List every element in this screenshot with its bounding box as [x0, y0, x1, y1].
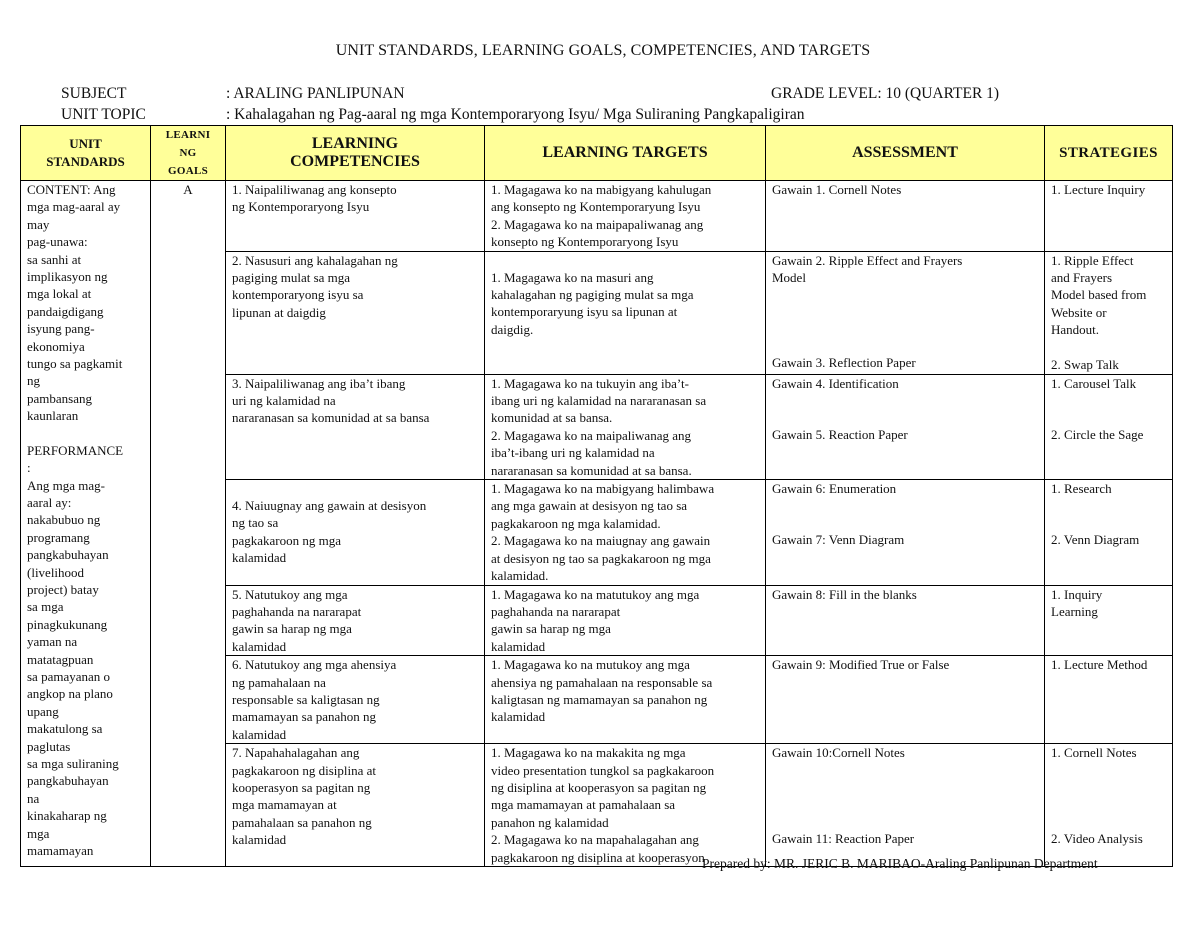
learning-target-cell: 1. Magagawa ko na tukuyin ang iba’t- ibang uri ng kalamidad na nararanasan sa komunidad at sa bansa. 2. Magagawa ko na maipaliwanag ang iba’t-ibang uri ng kalamidad na nararanasan sa komunidad at sa bansa. [485, 374, 766, 479]
prepared-by: Prepared by: MR. JERIC B. MARIBAO-Araling Panlipunan Department [702, 856, 1098, 871]
assessment-cell: Gawain 6: Enumeration Gawain 7: Venn Diagram [766, 480, 1045, 585]
learning-goal-cell: A [151, 181, 226, 867]
subject-label: SUBJECT [61, 85, 127, 102]
unit-standards-cell [21, 181, 151, 867]
competency-cell: 1. Naipaliliwanag ang konsepto ng Kontemporaryong Isyu [226, 181, 485, 252]
header-unit-standards: UNIT STANDARDS [21, 126, 151, 181]
learning-target-cell: 1. Magagawa ko na mutukoy ang mga ahensiya ng pamahalaan na responsable sa kaligtasan ng mamamayan sa panahon ng kalamidad [485, 656, 766, 744]
header-assessment: ASSESSMENT [766, 126, 1045, 181]
assessment-cell: Gawain 8: Fill in the blanks [766, 585, 1045, 656]
strategy-cell: 1. Inquiry Learning [1045, 585, 1173, 656]
grade-level: GRADE LEVEL: 10 (QUARTER 1) [771, 85, 1000, 102]
strategy-cell: 1. Lecture Inquiry [1045, 181, 1173, 252]
header-learning-goals: LEARNI NG GOALS [151, 126, 226, 181]
standards-table [20, 125, 1173, 867]
competency-cell: 6. Natutukoy ang mga ahensiya ng pamahalaan na responsable sa kaligtasan ng mamamayan sa panahon ng kalamidad [226, 656, 485, 744]
unit-topic-label: UNIT TOPIC [61, 106, 146, 123]
strategy-cell: 1. Carousel Talk 2. Circle the Sage [1045, 374, 1173, 479]
header-strategies: STRATEGIES [1045, 126, 1173, 181]
competency-cell: 5. Natutukoy ang mga paghahanda na nararapat gawin sa harap ng mga kalamidad [226, 585, 485, 656]
competency-cell: 7. Napahahalagahan ang pagkakaroon ng disiplina at kooperasyon sa pagitan ng mga mamamayan at pamahalaan sa panahon ng kalamidad [226, 744, 485, 867]
performance-standard: PERFORMANCE : Ang mga mag- aaral ay: nakabubuo ng programang pangkabuhayan (livelihood project) batay sa mga pinagkukunang yaman na matatagpuan sa pamayanan o angkop na plano upang makatulong sa paglutas sa mga suliraning pangkabuhayan na kinakaharap ng mga mamamayan [27, 442, 124, 859]
content-standard: CONTENT: Ang mga mag-aaral ay may pag-unawa: sa sanhi at implikasyon ng mga lokal at pandaigdigang isyung pang- ekonomiya tungo sa pagkamit ng pambansang kaunlaran [27, 182, 123, 424]
assessment-cell: Gawain 10:Cornell Notes Gawain 11: Reaction Paper [766, 744, 1045, 867]
learning-target-cell: 1. Magagawa ko na masuri ang kahalagahan ng pagiging mulat sa mga kontemporaryung isyu sa lipunan at daigdig. [485, 251, 766, 374]
strategy-cell: 1. Cornell Notes 2. Video Analysis [1045, 744, 1173, 867]
strategy-cell: 1. Ripple Effect and Frayers Model based from Website or Handout. 2. Swap Talk [1045, 251, 1173, 374]
assessment-cell: Gawain 9: Modified True or False [766, 656, 1045, 744]
header-learning-targets: LEARNING TARGETS [485, 126, 766, 181]
header-learning-competencies: LEARNING COMPETENCIES [226, 126, 485, 181]
assessment-cell: Gawain 4. Identification Gawain 5. Reaction Paper [766, 374, 1045, 479]
competency-cell: 4. Naiuugnay ang gawain at desisyon ng tao sa pagkakaroon ng mga kalamidad [226, 480, 485, 585]
learning-target-cell: 1. Magagawa ko na matutukoy ang mga paghahanda na nararapat gawin sa harap ng mga kalamidad [485, 585, 766, 656]
learning-target-cell: 1. Magagawa ko na mabigyang halimbawa ang mga gawain at desisyon ng tao sa pagkakaroon ng mga kalamidad. 2. Magagawa ko na maiugnay ang gawain at desisyon ng tao sa pagkakaroon ng mga kalamidad. [485, 480, 766, 585]
learning-target-cell: 1. Magagawa ko na makakita ng mga video presentation tungkol sa pagkakaroon ng disiplina at kooperasyon sa pagitan ng mga mamamayan at pamahalaan sa panahon ng kalamidad 2. Magagawa ko na mapahalagahan ang pagkakaroon ng disiplina at kooperasyon [485, 744, 766, 867]
strategy-cell: 1. Research 2. Venn Diagram [1045, 480, 1173, 585]
unit-topic-value: : Kahalagahan ng Pag-aaral ng mga Kontemporaryong Isyu/ Mga Suliraning Pangkapaligiran [226, 106, 805, 123]
document-title: UNIT STANDARDS, LEARNING GOALS, COMPETENCIES, AND TARGETS [335, 42, 871, 59]
table-row [21, 181, 1173, 252]
strategy-cell: 1. Lecture Method [1045, 656, 1173, 744]
assessment-cell: Gawain 1. Cornell Notes [766, 181, 1045, 252]
assessment-cell: Gawain 2. Ripple Effect and Frayers Model Gawain 3. Reflection Paper [766, 251, 1045, 374]
competency-cell: 2. Nasusuri ang kahalagahan ng pagiging mulat sa mga kontemporaryong isyu sa lipunan at daigdig [226, 251, 485, 374]
learning-target-cell: 1. Magagawa ko na mabigyang kahulugan ang konsepto ng Kontemporaryung Isyu 2. Magagawa ko na maipapaliwanag ang konsepto ng Kontemporaryong Isyu [485, 181, 766, 252]
competency-cell: 3. Naipaliliwanag ang iba’t ibang uri ng kalamidad na nararanasan sa komunidad at sa bansa [226, 374, 485, 479]
subject-value: : ARALING PANLIPUNAN [226, 85, 405, 102]
